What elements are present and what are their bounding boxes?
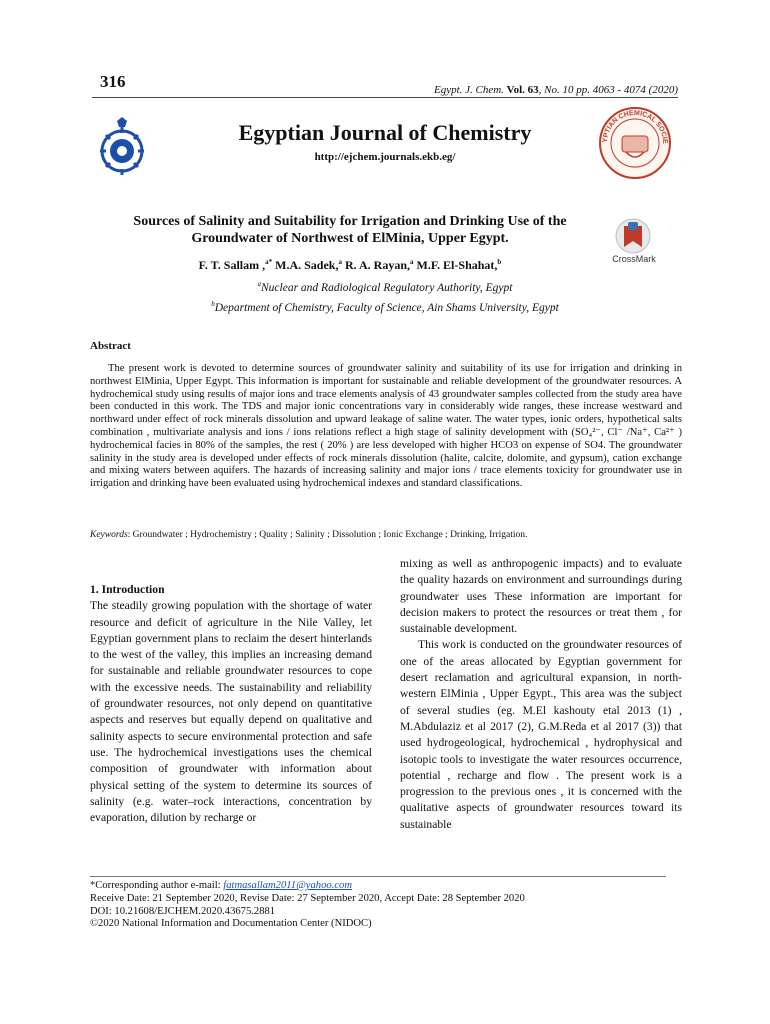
footnote-rule (90, 876, 666, 877)
abstract-body (90, 363, 682, 491)
society-seal-icon (598, 106, 672, 180)
article-dates: Receive Date: 21 September 2020, Revise Date: 27 September 2020, Accept Date: 28 September 2020 (90, 892, 525, 904)
article-title-line-1: Sources of Salinity and Suitability for Irrigation and Drinking Use of the (133, 214, 567, 229)
page-number: 316 (100, 72, 126, 91)
body-column-left (90, 582, 372, 826)
keywords-label: Keywords (90, 530, 128, 540)
section-heading-introduction: 1. Introduction (90, 583, 165, 596)
crossmark-label: CrossMark (612, 254, 656, 264)
footnote (90, 880, 525, 931)
abstract-heading: Abstract (90, 340, 131, 352)
journal-citation (434, 84, 678, 96)
society-logo (598, 106, 672, 180)
citation-rest: , No. 10 pp. 4063 - 4074 (2020) (538, 84, 678, 96)
authors: F. T. Sallam ,$^{a*}$ M.A. Sadek,$^a$ R. A. Rayan,$^a$ M.F. El-Shahat,$^b$ (198, 258, 502, 272)
keywords (90, 530, 527, 540)
body-column-right (400, 556, 682, 833)
corresponding-label: *Corresponding author e-mail: (90, 880, 224, 891)
article-title (90, 213, 610, 247)
society-logo-text: YPTIAN CHEMICAL SOCIE (601, 109, 669, 144)
col2-paragraph-2: This work is conducted on the groundwater resources of one of the areas allocated by Egyptian government for desert reclamation and agricultural expansion, in north-western ElMinia , Upper Egypt., This area was the subject of several studies (eg. M.El kashouty etal 2013 (1) , M.Abdulaziz et al 2017 (2), G.M.Reda et al 2017 (3)) that used hydrogeological, hydrochemical , hydrophysical and isotopic tools to investigate the water resources occurrence, potential , recharge and flow . The present work is a progression to the previous ones , it is concerned with the qualitative aspects of groundwater resources toward its sustainable (400, 638, 682, 831)
journal-title: Egyptian Journal of Chemistry (238, 120, 532, 145)
affiliation-b: $^b$Department of Chemistry, Faculty of Science, Ain Shams University, Egypt (211, 300, 559, 314)
crossmark-icon[interactable] (614, 217, 652, 259)
abstract-text: The present work is devoted to determine sources of groundwater salinity and suitability of its use for irrigation and drinking in northwest ElMinia, Upper Egypt. This information is important for sustainable and reliable development of the groundwater resources. A hydrochemical study using results of major ions and trace elements analysis of 43 groundwater samples collected from the study area have been conducted in this work. The TDS and major ionic concentrations vary in considerably wide ranges, these increase westward and northward under effect of rock minerals dissolution and upward leakage of saline water. The water types, ionic orders, hypothetical salts combination , multivariate analysis and ions / ions relations reflect a high stage of salinity development with (SO₄²⁻, Cl⁻ /Na⁺, Ca²⁺ ) hydrochemical facies in 80% of the samples, the rest ( 20% ) are less developed with higher HCO3 on expense of SO4. The groundwater salinity in the study area is developed under effects of rock minerals dissolution (halite, calcite, dolomite, and gypsum), cation exchange and mixing waters between aquifers. The hazards of increasing salinity and major ions / trace elements toxicity for groundwater use in irrigation and drinking have been evaluated using hydrochemical indexes and standard classifications. (90, 363, 682, 490)
author-email-link[interactable]: fatmasallam2011@yahoo.com (223, 880, 352, 891)
journal-url[interactable]: http://ejchem.journals.ekb.eg/ (314, 151, 456, 163)
keywords-text: : Groundwater ; Hydrochemistry ; Quality ; Salinity ; Dissolution ; Ionic Exchange ; Drinking, Irrigation. (127, 530, 528, 540)
header-rule (92, 97, 678, 98)
affiliation-a-text: Nuclear and Radiological Regulatory Authority, Egypt (261, 282, 513, 294)
col2-paragraph-1: mixing as well as anthropogenic impacts) and to evaluate the quality hazards on environment and surroundings during groundwater uses These information are important for decision makers to protect the resources or treat them , for sustainable development. (400, 557, 682, 636)
article-doi[interactable]: DOI: 10.21608/EJCHEM.2020.43675.2881 (90, 905, 276, 917)
article-title-line-2: Groundwater of Northwest of ElMinia, Upper Egypt. (191, 231, 509, 246)
affiliation-a: $^a$Nuclear and Radiological Regulatory Authority, Egypt (257, 280, 513, 294)
copyright: ©2020 National Information and Documentation Center (NIDOC) (90, 918, 372, 930)
citation-journal: Egypt. J. Chem. (433, 84, 504, 96)
corresponding-author (90, 880, 525, 893)
affiliation-b-text: Department of Chemistry, Faculty of Science, Ain Shams University, Egypt (214, 302, 559, 314)
citation-volume: Vol. 63 (506, 84, 539, 96)
intro-paragraph: The steadily growing population with the shortage of water resource and deficit of agriculture in the Nile Valley, let Egyptian government plans to reclaim the desert hinterlands to the west of the valley, this implies an increasing demand for sustainable and reliable groundwater resources to cope with the excessive needs. The sustainability and reliability of groundwater resources, not only depend on quantitative aspects and reserves but equally depend on qualitative and salinity aspects to secure environmental protection and safe use. The hydrochemical investigations uses the chemical composition of groundwater with information about physical setting of the system to determine its sources of salinity (e.g. water–rock interactions, concentration by evaporation, dilution by recharge or (90, 599, 372, 825)
